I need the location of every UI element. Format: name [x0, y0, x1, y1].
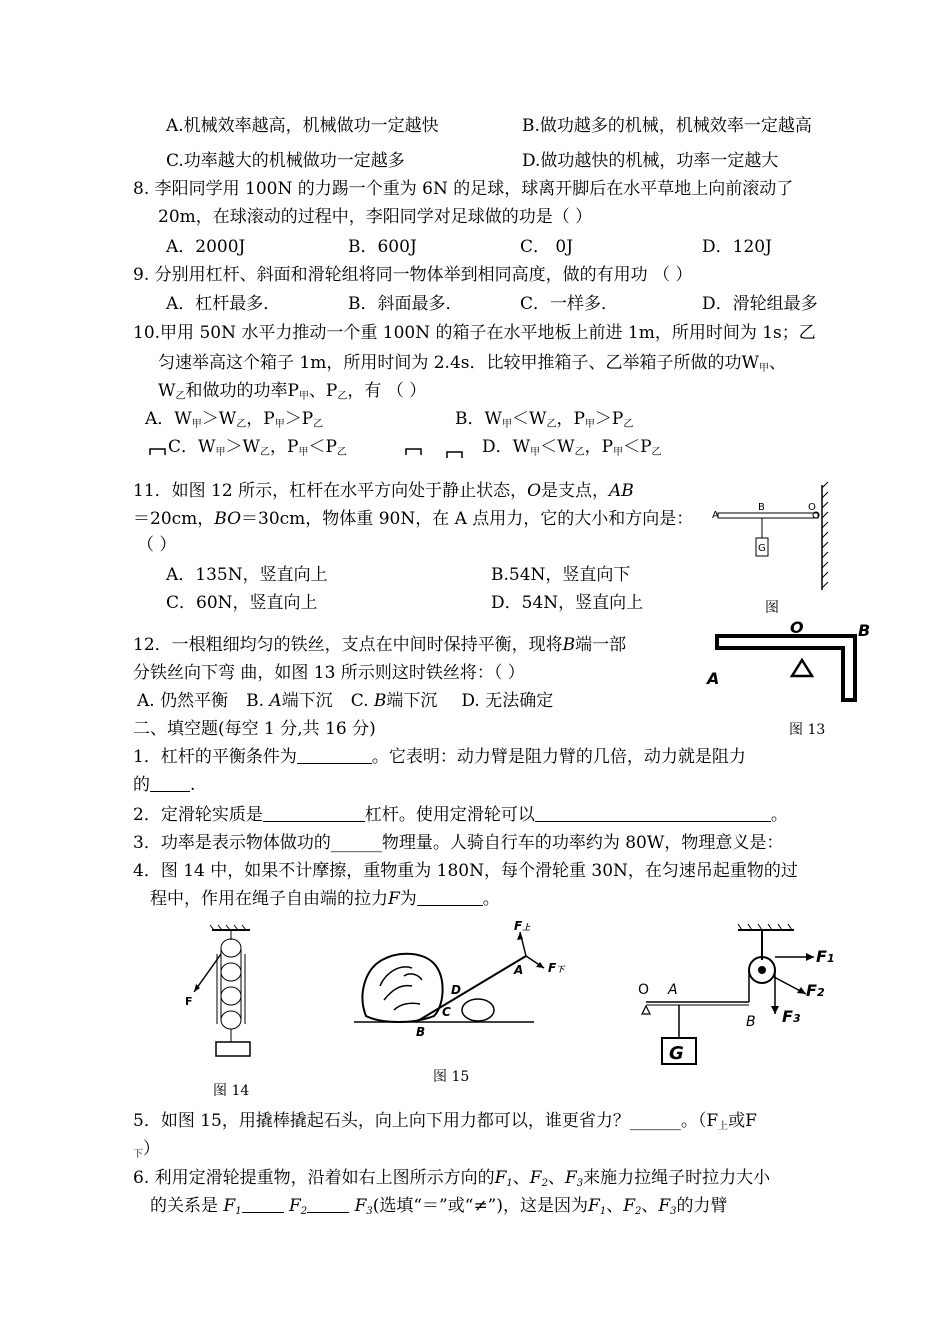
- q11-stem-line1: 11．如图 12 所示，杠杆在水平方向处于静止状态，O是支点，AB: [133, 481, 634, 501]
- fig15-label-a: A: [514, 963, 524, 977]
- fig14-label-f: F: [185, 995, 193, 1008]
- fill-5-line1: 5．如图 15，用撬棒撬起石头，向上向下用力都可以，谁更省力？______。（$F_上$或F: [133, 1111, 757, 1132]
- figure-12-lever: [712, 480, 832, 600]
- fig15-label-f-up: F上: [514, 919, 531, 933]
- fig16-label-f3: F3: [782, 1007, 801, 1026]
- figure-12-caption: 图: [765, 600, 779, 616]
- fig15-label-b: B: [416, 1025, 426, 1039]
- fill-2: 2．定滑轮实质是 杠杆。使用定滑轮可以 。: [133, 805, 788, 825]
- q8-option-d: D．120J: [702, 237, 772, 257]
- q11-option-c: C．60N，竖直向上: [166, 593, 318, 613]
- q7-option-d: D.做功越快的机械，功率一定越大: [522, 151, 779, 171]
- q11-stem-line2: ＝20cm，BO＝30cm，物体重 90N，在 A 点用力，它的大小和方向是：: [133, 509, 694, 529]
- section-2-title: 二、填空题(每空 1 分,共 16 分): [133, 719, 376, 739]
- q9-option-d: D．滑轮组最多: [702, 294, 818, 314]
- fill-4-line1: 4．图 14 中，如果不计摩擦，重物重为 180N，每个滑轮重 30N，在匀速吊起重物的过: [133, 861, 798, 881]
- fig12-label-g: G: [758, 543, 766, 554]
- q8-option-b: B．600J: [348, 237, 417, 257]
- q10-option-b: B．$W_甲<W_乙$，$P_甲>P_乙$: [455, 409, 634, 430]
- fig16-label-o: O: [638, 982, 650, 998]
- fig16-label-a: A: [668, 982, 678, 998]
- fig15-label-c: C: [442, 1005, 451, 1019]
- q9-stem: 9. 分别用杠杆、斜面和滑轮组将同一物体举到相同高度，做的有用功 （ ）: [133, 265, 693, 285]
- q10-stem-line3: $W_乙$和做功的功率$P_甲$、$P_乙$，有 （ ）: [158, 381, 427, 402]
- figure-14-pulley-block: [180, 924, 270, 1064]
- fig16-label-f1: F1: [816, 947, 835, 966]
- fill-1-line2: 的 .: [133, 775, 196, 795]
- fig16-label-g: G: [669, 1043, 684, 1064]
- figure-15-caption: 图 15: [433, 1069, 470, 1085]
- fig16-label-f2: F2: [806, 981, 825, 1000]
- fill-6-line1: 6. 利用定滑轮提重物，沿着如右上图所示方向的$F_1$、$F_2$、$F_3$来施力拉绳子时拉力大小: [133, 1168, 771, 1189]
- fig16-label-b: B: [746, 1014, 756, 1030]
- q8-option-c: C． 0J: [520, 237, 574, 257]
- q7-option-c: C.功率越大的机械做功一定越多: [166, 151, 405, 171]
- q11-option-a: A．135N，竖直向上: [166, 565, 328, 585]
- figure-16-lever-pulley: [634, 922, 854, 1072]
- figure-13-bent-wire: [705, 620, 875, 710]
- q11-option-b: B.54N，竖直向下: [491, 565, 631, 585]
- fig12-label-b: B: [758, 502, 765, 513]
- q11-option-d: D．54N，竖直向上: [491, 593, 644, 613]
- q10-option-d: D．$W_甲<W_乙$，$P_甲<P_乙$: [482, 437, 662, 458]
- fig15-label-f-down: F下: [548, 961, 565, 975]
- fill-6-line2: 的关系是 $F_1$ $F_2$ $F_3$(选填“＝”或“≠”)，这是因为$F_1$、$F_2$、$F_3$的力臂: [150, 1196, 728, 1217]
- q12-options: A. 仍然平衡 B. A端下沉 C. B端下沉 D. 无法确定: [137, 691, 554, 711]
- q12-stem-line1: 12．一根粗细均匀的铁丝，支点在中间时保持平衡，现将B端一部: [133, 635, 627, 655]
- q11-stem-line3: （ ）: [137, 535, 177, 555]
- fig12-label-a: A: [712, 510, 719, 521]
- fill-3: 3．功率是表示物体做功的______物理量。人骑自行车的功率约为 80W，物理意义是：: [133, 833, 784, 853]
- q10-option-c: C．$W_甲>W_乙$，$P_甲<P_乙$: [168, 437, 347, 458]
- q10-option-a: A．$W_甲>W_乙$，$P_甲>P_乙$: [145, 409, 324, 430]
- q10-stem-line1: 10.甲用 50N 水平力推动一个重 100N 的箱子在水平地板上前进 1m，所用时间为 1s；乙: [133, 323, 816, 343]
- q10-stem-line2: 匀速举高这个箱子 1m，所用时间为 2.4s．比较甲推箱子、乙举箱子所做的功$W_甲$、: [158, 353, 786, 374]
- fig15-label-d: D: [451, 983, 461, 997]
- q8-stem-line1: 8. 李阳同学用 100N 的力踢一个重为 6N 的足球，球离开脚后在水平草地上向前滚动了: [133, 179, 794, 199]
- figure-15-crowbar: [354, 916, 584, 1039]
- fig12-label-o: O: [808, 502, 816, 513]
- fill-1-line1: 1．杠杆的平衡条件为 。它表明：动力臂是阻力臂的几倍，动力就是阻力: [133, 747, 746, 767]
- fill-4-line2: 程中，作用在绳子自由端的拉力F为 。: [150, 889, 500, 909]
- figure-13-caption: 图 13: [789, 722, 826, 738]
- fill-5-line2: $_下$）: [133, 1139, 160, 1160]
- q9-option-b: B．斜面最多．: [348, 294, 463, 314]
- q8-option-a: A．2000J: [166, 237, 246, 257]
- q7-option-b: B.做功越多的机械，机械效率一定越高: [522, 116, 812, 136]
- q9-option-c: C．一样多．: [520, 294, 619, 314]
- q12-stem-line2: 分铁丝向下弯 曲，如图 13 所示则这时铁丝将：（ ）: [133, 663, 525, 683]
- fig13-label-a: A: [707, 669, 720, 688]
- fig13-label-o: O: [790, 618, 804, 637]
- q7-option-a: A.机械效率越高，机械做功一定越快: [166, 116, 439, 136]
- q9-option-a: A．杠杆最多．: [166, 294, 281, 314]
- q8-stem-line2: 20m，在球滚动的过程中，李阳同学对足球做的功是（ ）: [158, 207, 593, 227]
- figure-14-caption: 图 14: [213, 1083, 250, 1099]
- fig13-label-b: B: [858, 621, 871, 640]
